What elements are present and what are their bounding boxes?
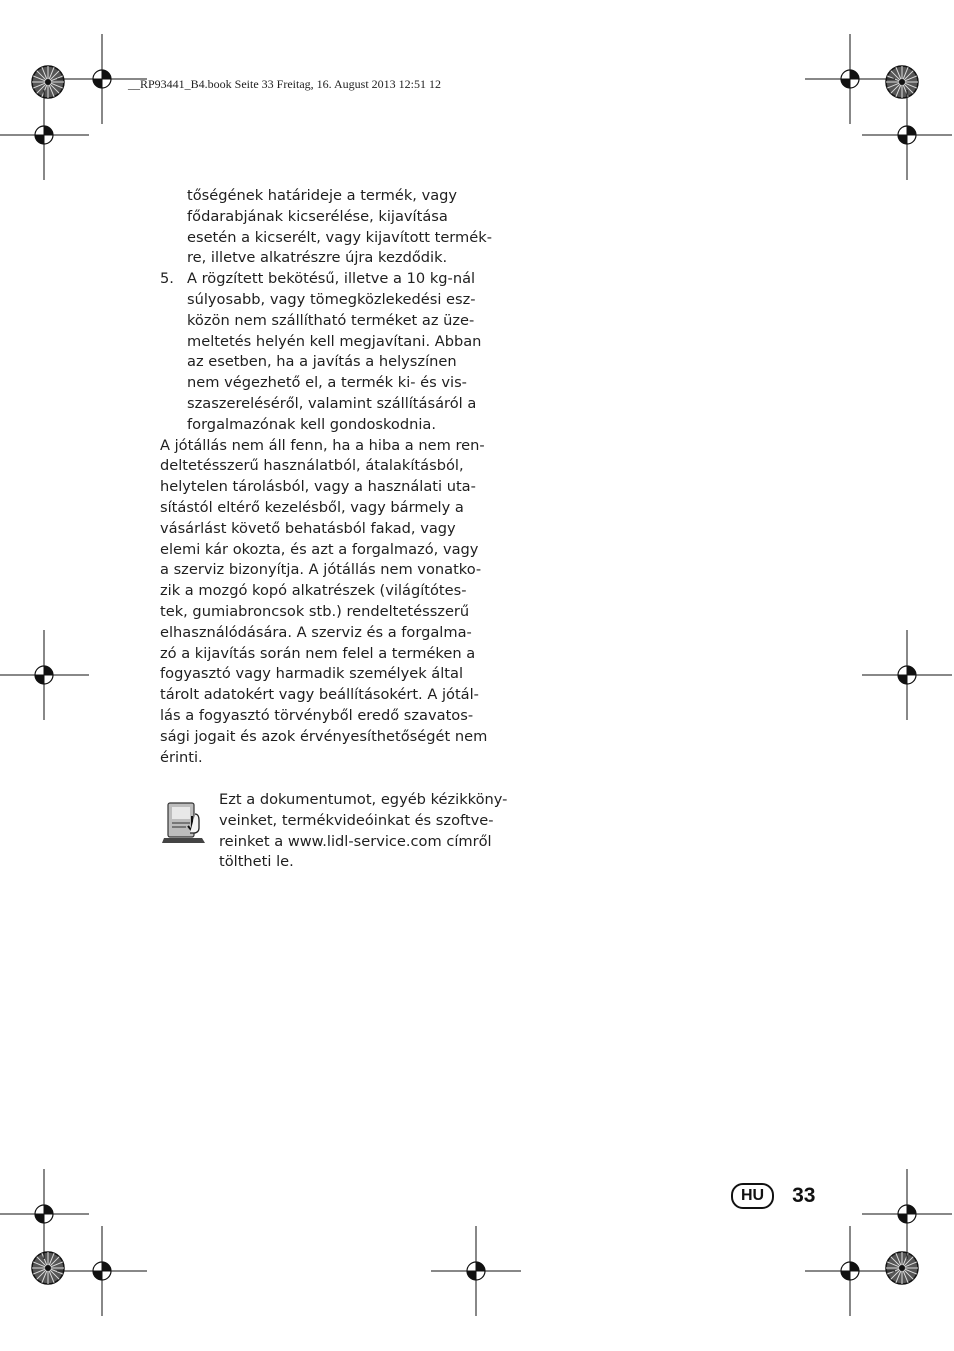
registration-crosshair-icon [0, 630, 89, 720]
registration-crosshair-icon [862, 90, 952, 180]
registration-crosshair-icon [0, 1169, 89, 1259]
warranty-text [160, 186, 492, 768]
page-footer [731, 1181, 815, 1211]
registration-crosshair-icon [805, 1226, 895, 1316]
registration-starburst-icon [32, 1252, 64, 1284]
registration-starburst-icon [886, 1252, 918, 1284]
registration-starburst-icon [886, 66, 918, 98]
print-file-info: __RP93441_B4.book Seite 33 Freitag, 16. August 2013 12:51 12 [128, 77, 442, 91]
continuation-paragraph: tőségének határideje a termék, vagy fődarabjának kicserélése, kijavítása esetén a kicserélt, vagy kijavított termék- re, illetve alkatrészre újra kezdődik. [187, 187, 492, 267]
numbered-item-5: 5. A rögzített bekötésű, illetve a 10 kg-nál súlyosabb, vagy tömegközlekedési esz- közön nem szállítható terméket az üze- meltetés helyén kell megjavítani. Abban az esetben, ha a javítás a helyszínen nem végezhető el, a termék ki- és vis- szaszereléséről, valamint szállításáról a forgalmazónak kell gondoskodnia. [160, 270, 482, 433]
page-number: 33 [792, 1184, 816, 1207]
registration-crosshair-icon [862, 630, 952, 720]
registration-crosshair-icon [862, 1169, 952, 1259]
registration-crosshair-icon [431, 1226, 521, 1316]
item-number: 5. [160, 270, 174, 288]
registration-crosshair-icon [0, 90, 89, 180]
registration-starburst-icon [32, 66, 64, 98]
language-badge: HU [731, 1183, 774, 1209]
registration-crosshair-icon [57, 1226, 147, 1316]
warranty-exclusion-paragraph: A jótállás nem áll fenn, ha a hiba a nem ren- deltetésszerű használatból, átalakításból, helytelen tárolásból, vagy a használati uta- sítástól eltérő kezelésből, vagy bármely a vásárlást követő behatásból fakad, vagy elemi kár okozta, és azt a forgalmazó, vagy a szerviz bizonyítja. A jótállás nem vonatko- zik a mozgó kopó alkatrészek (világítótes- tek, gumiabroncsok stb.) rendeltetésszerű elhasználódására. A szerviz és a forgalma- zó a kijavítás során nem felel a terméken a fogyasztó vagy harmadik személyek által tárolt adatokért vagy beállításokért. A jótál- lás a fogyasztó törvényből eredő szavatos- sági jogait és azok érvényesíthetőségét nem érinti. [160, 436, 488, 766]
download-note-text: Ezt a dokumentumot, egyéb kézikköny- veinket, termékvideóinkat és szoftve- reinket a www.lidl-service.com címről töltheti le. [219, 791, 508, 871]
download-document-icon [162, 800, 208, 846]
registration-crosshair-icon [805, 34, 895, 124]
